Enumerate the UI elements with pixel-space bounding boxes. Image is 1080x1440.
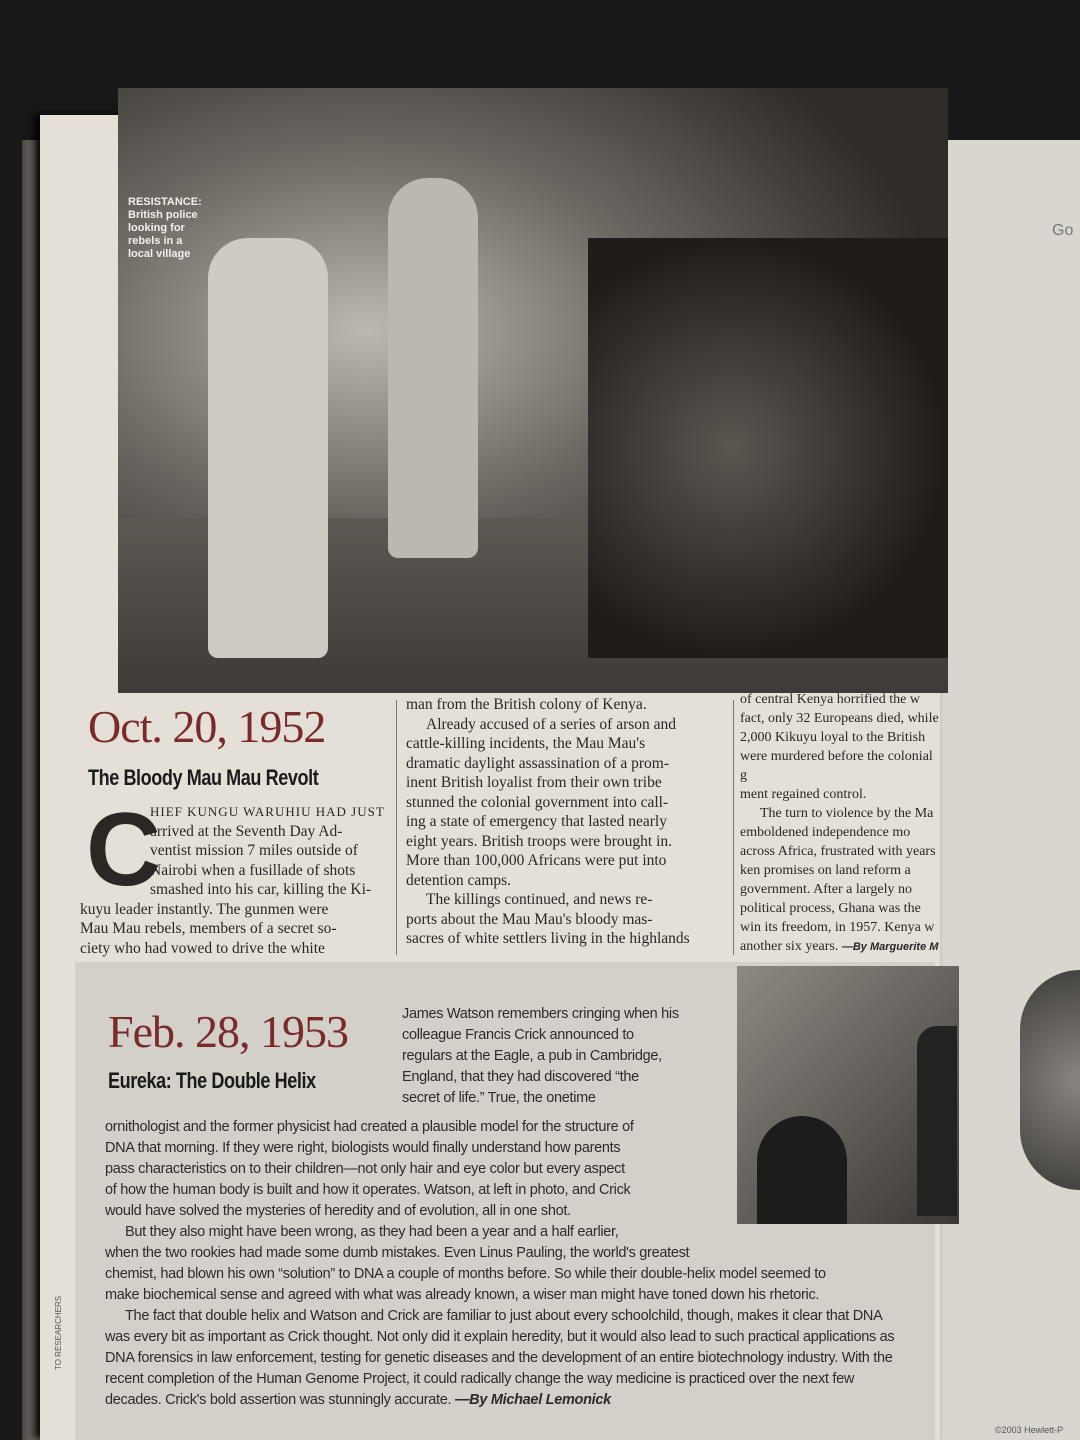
facing-page-image [1020, 970, 1080, 1190]
caption-line: local village [128, 248, 191, 260]
text-line: smashed into his car, killing the Ki- [150, 881, 372, 898]
caption-line: rebels in a [128, 235, 183, 247]
text-line: The turn to violence by the Ma [760, 806, 934, 821]
text-line: ornithologist and the former physicist had created a plausible model for the structure of [105, 1119, 634, 1135]
text-line: of how the human body is built and how it operates. Watson, at left in photo, and Crick [105, 1182, 631, 1198]
photo-crowd [588, 238, 948, 658]
text-line: decades. Crick's bold assertion was stunningly accurate. [105, 1392, 452, 1408]
text-line: detention camps. [406, 871, 512, 889]
text-line: fact, only 32 Europeans died, while [740, 711, 939, 726]
text-line: were murdered before the colonial g [740, 749, 933, 783]
text-line: More than 100,000 Africans were put into [406, 852, 667, 869]
text-line: was every bit as important as Crick thought. Not only did it explain heredity, but it would also lead to such practical applications as [105, 1329, 895, 1345]
text-line: ports about the Mau Mau's bloody mas- [406, 910, 653, 928]
text-line: dramatic daylight assassination of a prom- [406, 754, 670, 772]
photo-credit: TO RESEARCHERS [54, 1295, 63, 1370]
text-line: emboldened independence mo [740, 825, 911, 840]
text-line: eight years. British troops were brought in. [406, 832, 673, 850]
text-line: government. After a largely no [740, 882, 912, 897]
text-line: sacres of white settlers living in the highlands [406, 930, 690, 947]
text-line: secret of life.” True, the onetime [402, 1090, 596, 1106]
text-line: inent British loyalist from their own tribe [406, 774, 662, 791]
text-line: The fact that double helix and Watson and Crick are familiar to just about every schoolchild, though, makes it clear that DNA [125, 1308, 883, 1324]
story2-byline: —By Michael Lemonick [454, 1392, 611, 1408]
story1-byline: —By Marguerite M [841, 941, 939, 953]
story1-column-1 [80, 792, 385, 958]
text-line: ment regained control. [740, 787, 867, 802]
text-line: colleague Francis Crick announced to [402, 1027, 634, 1043]
text-line: recent completion of the Human Genome Project, it could radically change the way medicine is practiced over the next few [105, 1371, 855, 1387]
caption-line: looking for [128, 222, 185, 234]
text-line: cattle-killing incidents, the Mau Mau's [406, 735, 646, 752]
photo-officer [208, 238, 328, 658]
text-line: Already accused of a series of arson and [426, 715, 677, 733]
story1-date: Oct. 20, 1952 [88, 701, 326, 752]
text-line: But they also might have been wrong, as they had been a year and a half earlier, [125, 1224, 619, 1240]
text-line: political process, Ghana was the [740, 901, 921, 916]
text-line: stunned the colonial government into call- [406, 793, 669, 811]
story2-body [105, 1117, 965, 1411]
text-line: regulars at the Eagle, a pub in Cambridge, [402, 1048, 662, 1064]
facing-page-heading: Go [1052, 222, 1074, 239]
text-line: win its freedom, in 1957. Kenya w [740, 920, 935, 935]
story1-column-2 [406, 695, 726, 949]
page-edges [22, 140, 42, 1440]
text-line: make biochemical sense and agreed with what was already known, a wiser man might have toned down his rhetoric. [105, 1287, 820, 1303]
drop-cap: C [86, 792, 162, 908]
text-line: DNA forensics in law enforcement, testing for genetic diseases and the development of an entire biotechnology industry. With the [105, 1350, 893, 1366]
text-line: 2,000 Kikuyu loyal to the British [740, 730, 926, 745]
text-line: The killings continued, and news re- [426, 891, 653, 908]
text-line: Mau Mau rebels, members of a secret so- [80, 920, 337, 937]
story1-last-line [740, 937, 940, 957]
text-line: ing a state of emergency that lasted nearly [406, 813, 667, 830]
mau-mau-photo [118, 88, 948, 693]
caption-line: British police [128, 209, 198, 221]
photo-soldier [388, 178, 478, 558]
text-line: ventist mission 7 miles outside of [150, 842, 358, 859]
text-line: would have solved the mysteries of heredity and of evolution, all in one shot. [105, 1203, 571, 1219]
text-line: another six years. [740, 939, 839, 954]
story2-intro [402, 1004, 679, 1109]
story2-headline: Eureka: The Double Helix [108, 1068, 316, 1093]
story2-date: Feb. 28, 1953 [108, 1006, 348, 1057]
text-line: James Watson remembers cringing when his [402, 1006, 679, 1022]
column-divider [396, 700, 397, 955]
text-line: when the two rookies had made some dumb mistakes. Even Linus Pauling, the world's greatest [105, 1245, 690, 1261]
text-line: arrived at the Seventh Day Ad- [150, 822, 343, 840]
text-line: DNA that morning. If they were right, biologists would finally understand how parents [105, 1140, 621, 1156]
text-line: kuyu leader instantly. The gunmen were [80, 900, 329, 918]
story1-headline: The Bloody Mau Mau Revolt [88, 765, 319, 790]
story1-column-3 [740, 690, 940, 957]
text-line: Nairobi when a fusillade of shots [150, 861, 356, 879]
column-divider [733, 700, 734, 955]
text-line: ken promises on land reform a [740, 863, 911, 878]
text-line: of central Kenya horrified the w [740, 692, 920, 707]
text-line: man from the British colony of Kenya. [406, 696, 647, 713]
text-line: HIEF KUNGU WARUHIU HAD JUST [150, 804, 385, 819]
text-line: pass characteristics on to their children—not only hair and eye color but every aspect [105, 1161, 625, 1177]
text-line: England, that they had discovered “the [402, 1069, 639, 1085]
text-line: across Africa, frustrated with years [740, 844, 936, 859]
caption-line: RESISTANCE: [128, 196, 202, 208]
facing-page-copyright: ©2003 Hewlett-P [995, 1425, 1064, 1435]
text-line: chemist, had blown his own “solution” to DNA a couple of months before. So while their double-helix model seemed to [105, 1266, 826, 1282]
text-line: ciety who had vowed to drive the white [80, 939, 325, 957]
photo-caption [128, 196, 202, 261]
story2-last-line [105, 1390, 965, 1411]
